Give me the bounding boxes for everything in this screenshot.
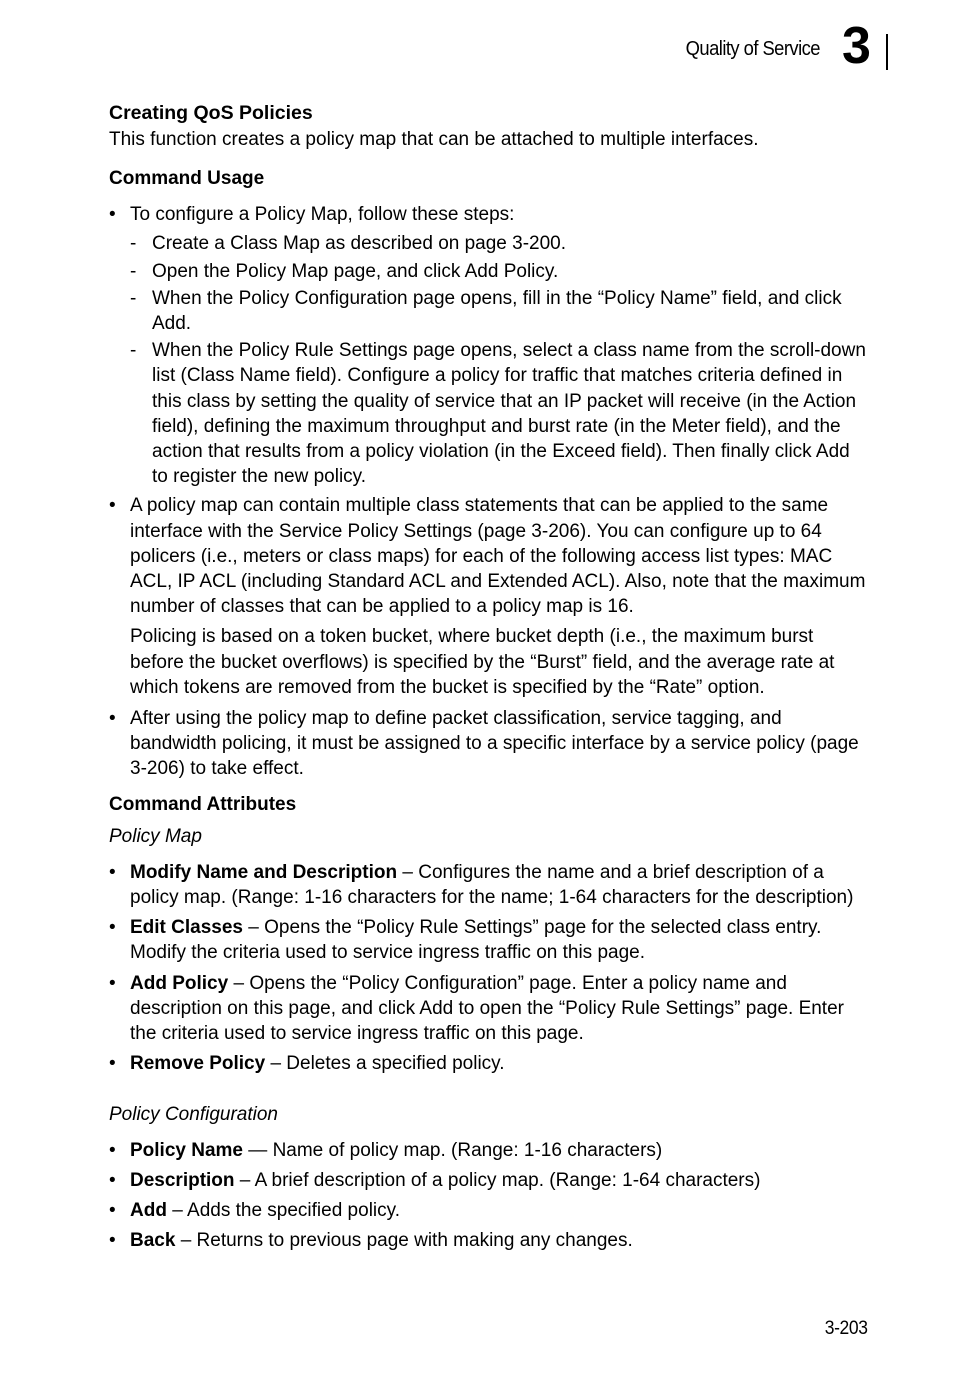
list-item: • After using the policy map to define packet classification, service tagging, and bandwidth policing, it must be assigned to a specific interface by a service policy (page 3-206) to take effect. — [109, 706, 869, 782]
term: Add Policy — [130, 972, 229, 994]
description: Deletes a specified policy. — [286, 1053, 505, 1075]
command-attributes-heading: Command Attributes — [109, 793, 297, 815]
description: Opens the “Policy Rule Settings” page for the selected class entry. Modify the criteria used to service ingress traffic on this page. — [130, 917, 822, 964]
description: Returns to previous page with making any changes. — [196, 1230, 633, 1252]
separator: — — [243, 1139, 273, 1161]
bullet-paragraph: Policing is based on a token bucket, where bucket depth (i.e., the maximum burst before the bucket overflows) is specified by the “Burst” field, and the average rate at which tokens are removed from the bucket is specified by the “Rate” option. — [130, 626, 835, 698]
term: Modify Name and Description — [130, 861, 398, 883]
separator: – — [175, 1230, 197, 1252]
separator: – — [243, 917, 265, 939]
list-item — [109, 1228, 869, 1253]
term: Add — [130, 1200, 167, 1222]
steps-list — [130, 231, 869, 489]
step-item: - When the Policy Rule Settings page opens, select a class name from the scroll-down list (Class Name field). Configure a policy for traffic that matches criteria defined in this class by setting the quality of service that an IP packet will receive (in the Action field), defining the maximum throughput and burst rate (in the Meter field), and the action that results from a policy violation (in the Exceed field). Then finally click Add to register the new policy. — [130, 338, 869, 489]
separator: – — [166, 1200, 188, 1222]
term: Remove Policy — [130, 1053, 266, 1075]
section-heading: Creating QoS Policies — [109, 102, 313, 124]
term: Back — [130, 1230, 176, 1252]
term: Description — [130, 1169, 235, 1191]
separator: – — [397, 861, 419, 883]
description: Adds the specified policy. — [187, 1200, 401, 1222]
list-item — [109, 493, 869, 700]
page-number: 3-203 — [825, 1318, 868, 1339]
separator: – — [265, 1053, 287, 1075]
list-item — [109, 1198, 869, 1223]
policy-configuration-list — [109, 1138, 869, 1254]
intro-paragraph: This function creates a policy map that can be attached to multiple interfaces. — [109, 129, 759, 150]
description: Name of policy map. (Range: 1-16 characters) — [272, 1139, 663, 1161]
step-item: - Open the Policy Map page, and click Add Policy. — [130, 259, 869, 284]
bullet-text: • A policy map can contain multiple class statements that can be applied to the same interface with the Service Policy Settings (page 3-206). You can configure up to 64 policers (i.e., meters or class maps) for each of the following access list types: MAC ACL, IP ACL (including Standard ACL and Extended ACL). Also, note that the maximum number of classes that can be applied to a policy map is 16. — [130, 495, 866, 618]
description: Opens the “Policy Configuration” page. Enter a policy name and description on this page, and click Add to open the “Policy Rule Settings” page. Enter the criteria used to service ingress traffic on this page. — [130, 972, 844, 1045]
separator: – — [228, 972, 250, 994]
term: Edit Classes — [130, 917, 243, 939]
description: A brief description of a policy map. (Range: 1-64 characters) — [254, 1169, 761, 1191]
list-item — [109, 971, 869, 1047]
list-item — [109, 860, 869, 910]
description: Configures the name and a brief description of a policy map. (Range: 1-16 characters for the name; 1-64 characters for the description) — [130, 861, 854, 909]
bullet-text: To configure a Policy Map, follow these steps: — [130, 204, 515, 226]
step-item: - When the Policy Configuration page opens, fill in the “Policy Name” field, and click Add. — [130, 286, 869, 336]
policy-map-list — [109, 860, 869, 1077]
page-body — [109, 100, 869, 1254]
running-header-title: Quality of Service — [685, 38, 820, 60]
list-item — [109, 1168, 869, 1193]
policy-map-subheading: Policy Map — [109, 825, 202, 847]
list-item — [109, 1138, 869, 1163]
term: Policy Name — [130, 1139, 243, 1161]
policy-configuration-subheading: Policy Configuration — [109, 1103, 278, 1125]
command-usage-heading: Command Usage — [109, 168, 265, 190]
command-usage-list — [109, 202, 869, 781]
header-rule — [886, 34, 888, 70]
list-item — [109, 915, 869, 965]
list-item — [109, 1051, 869, 1076]
list-item — [109, 202, 869, 489]
separator: – — [234, 1169, 255, 1191]
step-item: - Create a Class Map as described on page 3-200. — [130, 231, 869, 256]
chapter-number: 3 — [842, 17, 871, 75]
